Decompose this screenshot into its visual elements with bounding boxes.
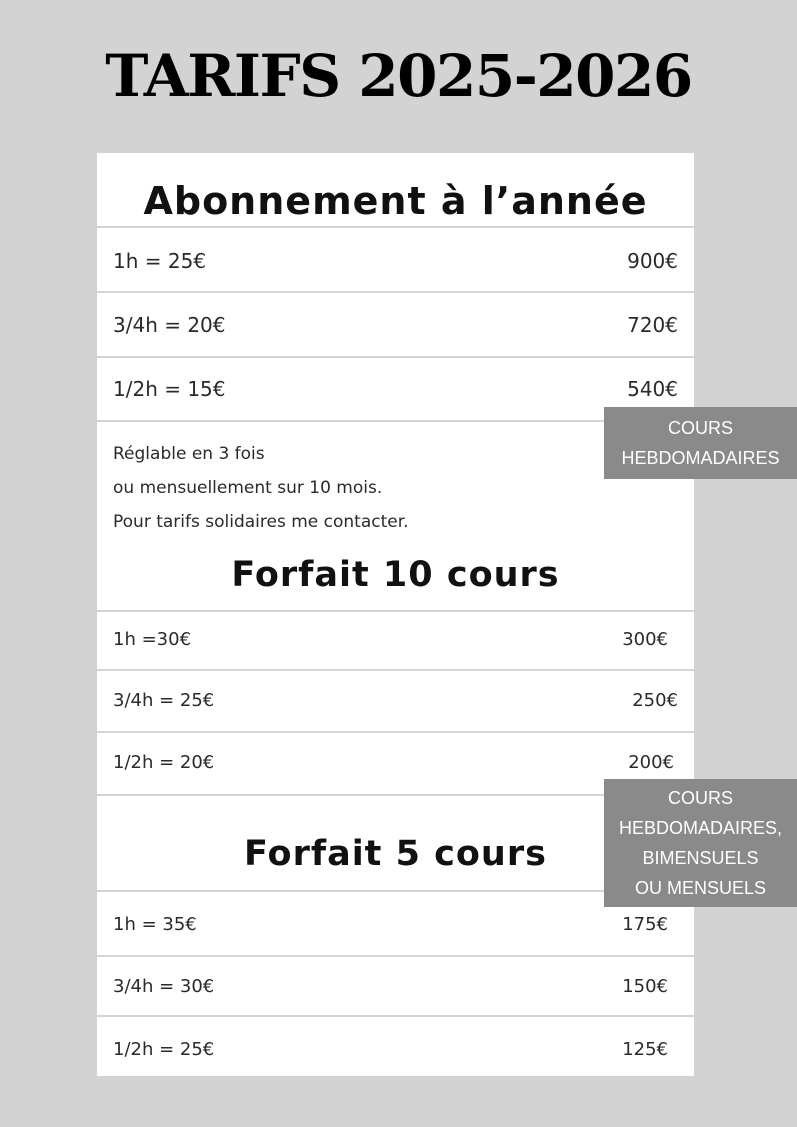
price-row-label: 1/2h = 15€ bbox=[113, 377, 226, 401]
price-row bbox=[97, 249, 694, 273]
price-row bbox=[97, 1038, 694, 1062]
divider bbox=[97, 955, 694, 957]
price-row-label: 1/2h = 25€ bbox=[113, 1039, 215, 1060]
price-row-label: 3/4h = 30€ bbox=[113, 976, 215, 997]
price-row bbox=[97, 628, 694, 652]
price-row-total: 250€ bbox=[632, 690, 678, 711]
pricing-card bbox=[97, 153, 694, 1076]
section-title-forfait-5: Forfait 5 cours bbox=[244, 834, 547, 874]
price-row-label: 1h = 35€ bbox=[113, 914, 197, 935]
price-row-label: 3/4h = 25€ bbox=[113, 690, 215, 711]
price-row bbox=[97, 313, 694, 337]
divider bbox=[97, 226, 694, 228]
section-title-abonnement: Abonnement à l’année bbox=[143, 179, 648, 223]
tag-line: HEBDOMADAIRES bbox=[621, 448, 780, 468]
payment-notes bbox=[113, 437, 409, 539]
price-row-label: 1h = 25€ bbox=[113, 249, 207, 273]
price-row bbox=[97, 377, 694, 401]
price-row-total: 200€ bbox=[628, 752, 674, 773]
price-row bbox=[97, 975, 694, 999]
section-title-forfait-10: Forfait 10 cours bbox=[231, 555, 560, 595]
price-row bbox=[97, 689, 694, 713]
tag-line: BIMENSUELS bbox=[642, 848, 759, 868]
tag-line: HEBDOMADAIRES, bbox=[618, 818, 783, 838]
tag-line: OU MENSUELS bbox=[634, 878, 767, 898]
divider bbox=[97, 356, 694, 358]
course-frequency-tag-weekly bbox=[604, 407, 797, 479]
divider bbox=[97, 1015, 694, 1017]
price-row-total: 175€ bbox=[622, 914, 668, 935]
price-row-label: 1/2h = 20€ bbox=[113, 752, 215, 773]
tag-line: COURS bbox=[667, 788, 733, 808]
divider bbox=[97, 291, 694, 293]
price-row-label: 3/4h = 20€ bbox=[113, 313, 226, 337]
price-row-total: 900€ bbox=[627, 249, 678, 273]
price-row-total: 540€ bbox=[627, 377, 678, 401]
divider bbox=[97, 610, 694, 612]
price-row-total: 720€ bbox=[627, 313, 678, 337]
price-row-total: 300€ bbox=[622, 629, 668, 650]
price-row-total: 125€ bbox=[622, 1039, 668, 1060]
price-row bbox=[97, 751, 694, 775]
note-line: ou mensuellement sur 10 mois. bbox=[113, 478, 383, 498]
note-line: Réglable en 3 fois bbox=[113, 444, 265, 464]
price-row-total: 150€ bbox=[622, 976, 668, 997]
price-row-label: 1h =30€ bbox=[113, 629, 192, 650]
price-row bbox=[97, 913, 694, 937]
tag-line: COURS bbox=[667, 418, 733, 438]
course-frequency-tag-flexible bbox=[604, 779, 797, 907]
note-line: Pour tarifs solidaires me contacter. bbox=[113, 512, 409, 532]
page-title: TARIFS 2025-2026 bbox=[105, 42, 692, 110]
divider bbox=[97, 669, 694, 671]
divider bbox=[97, 731, 694, 733]
